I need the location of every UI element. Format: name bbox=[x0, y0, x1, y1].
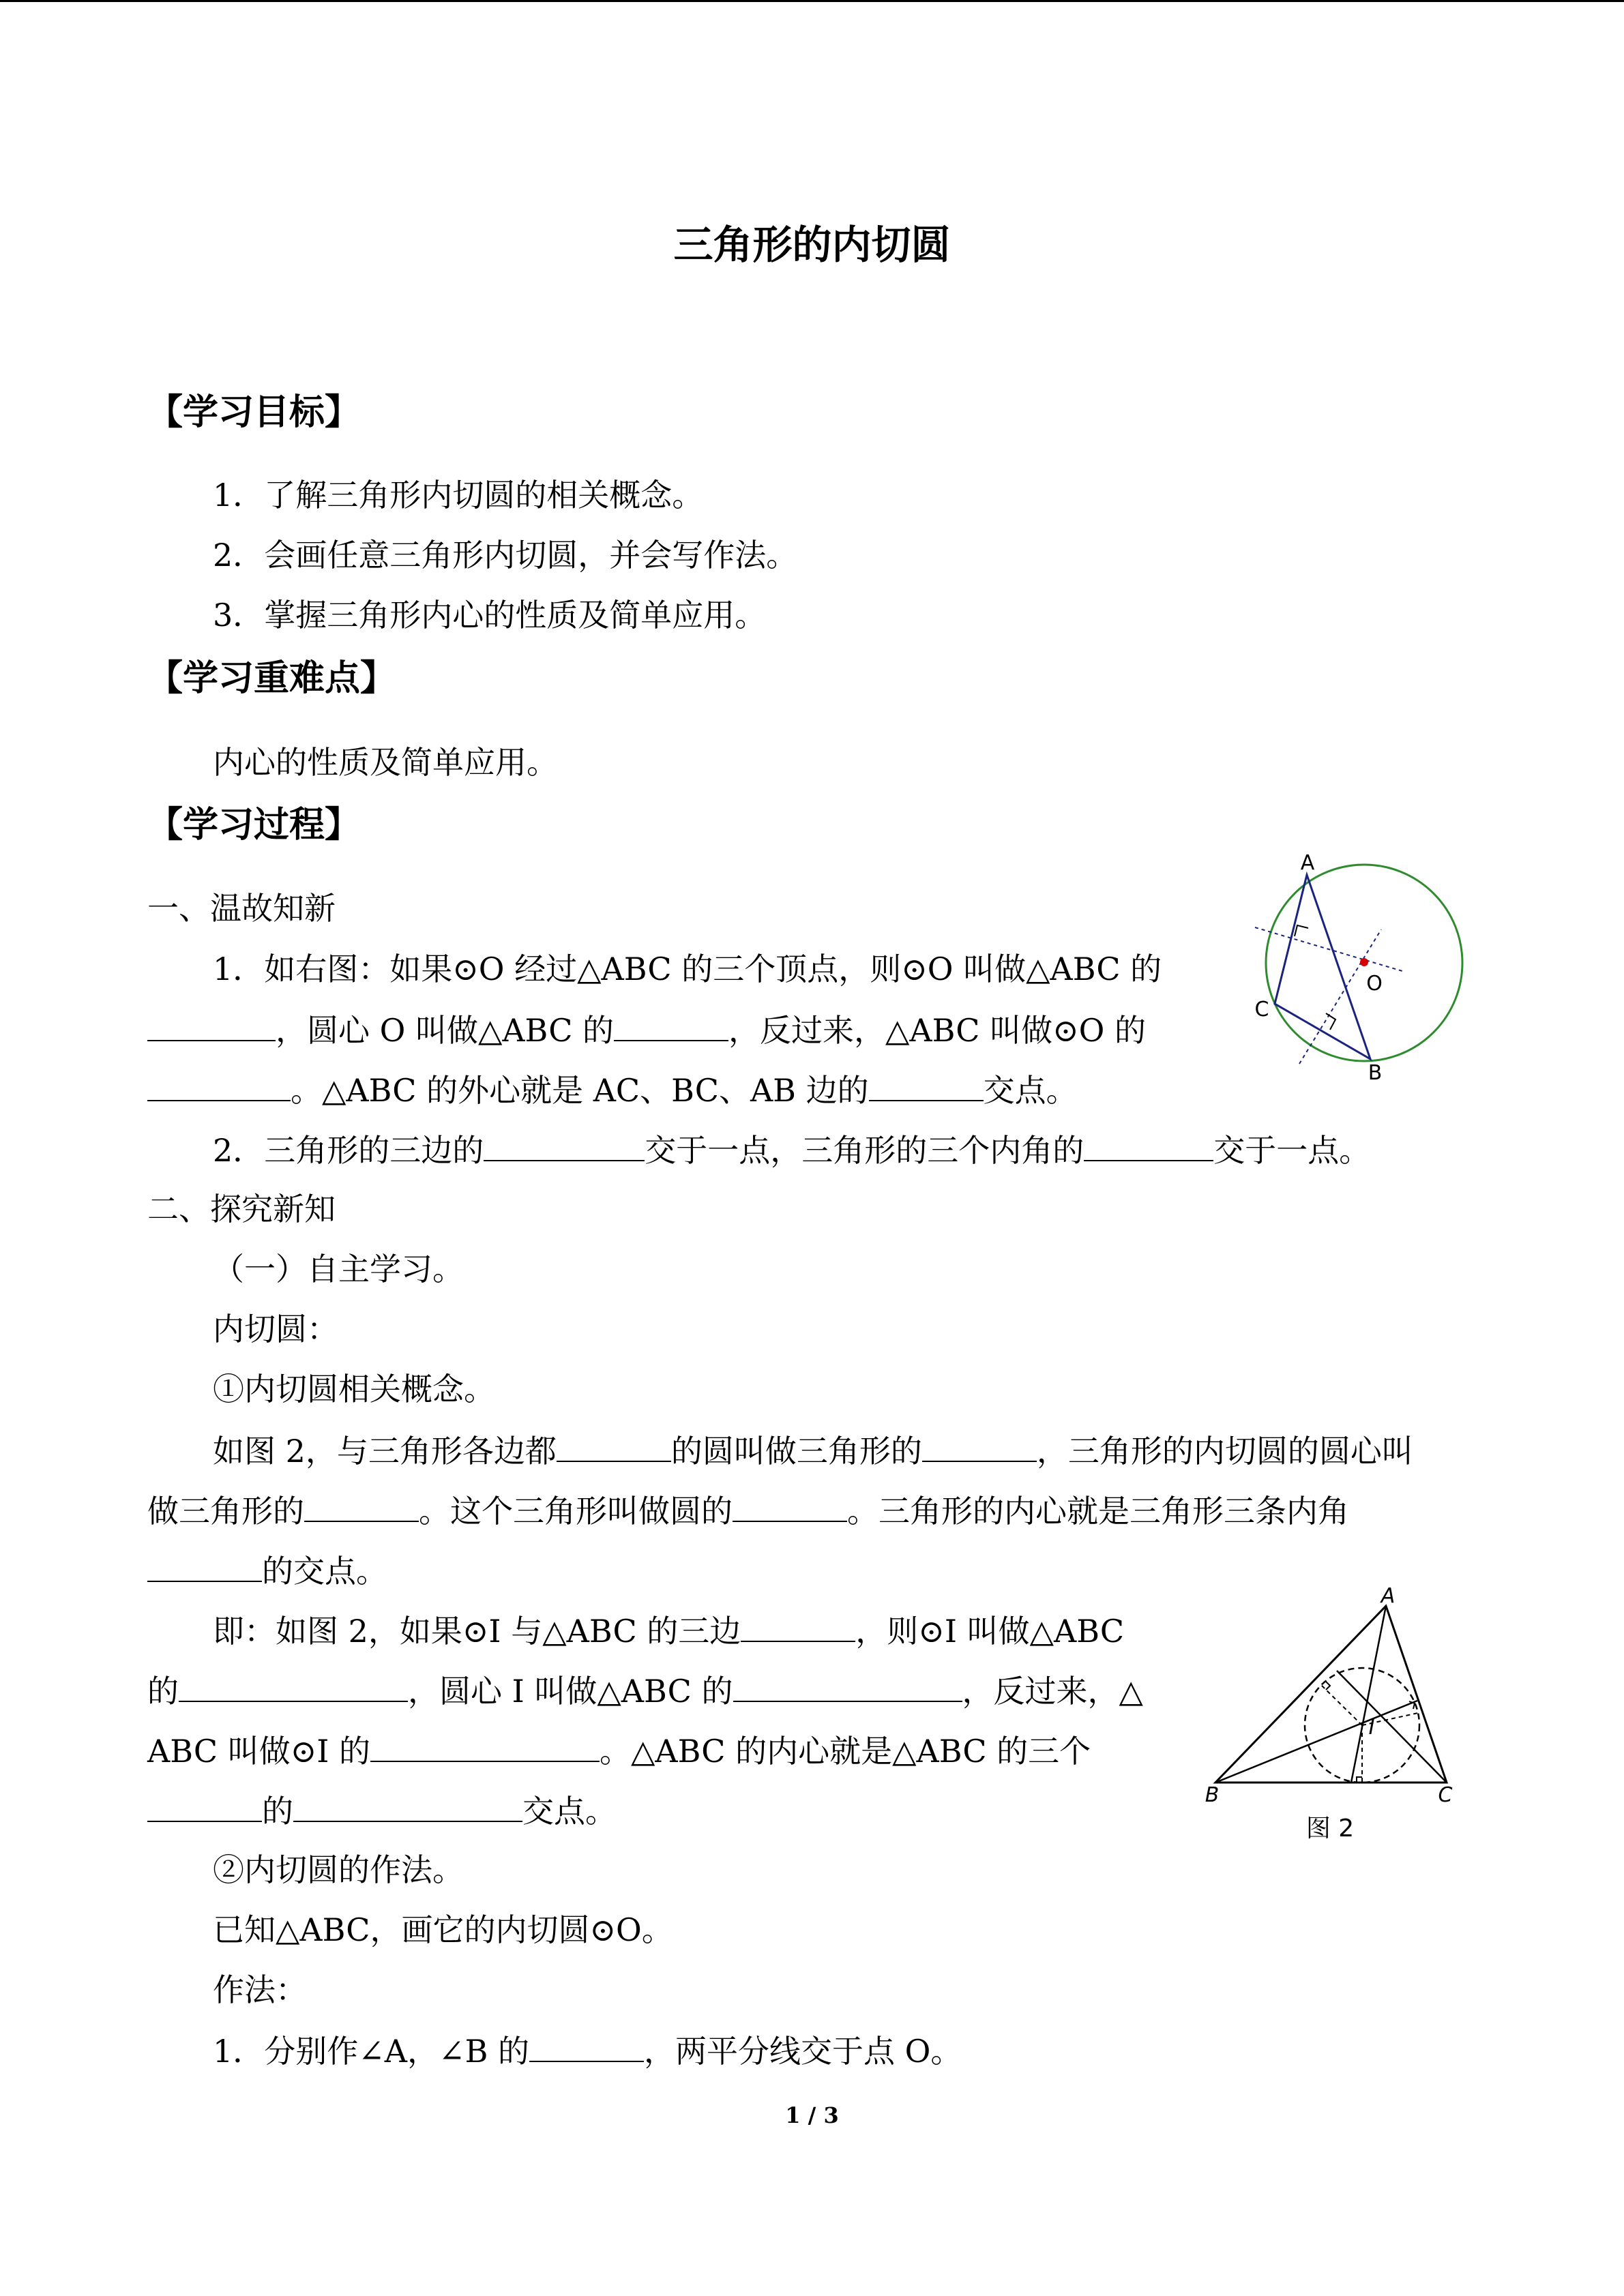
right-angle-mark bbox=[1326, 1682, 1330, 1690]
concept-title: ①内切圆相关概念。 bbox=[213, 1371, 495, 1407]
page-number: 1 / 3 bbox=[785, 2102, 839, 2128]
text: 的 bbox=[147, 1673, 179, 1710]
text: 的圆叫做三角形的 bbox=[670, 1433, 922, 1470]
vertex-label-a: A bbox=[1300, 851, 1315, 875]
right-angle-mark bbox=[1295, 925, 1308, 936]
text: 的交点。 bbox=[262, 1553, 387, 1590]
text: ABC 叫做⊙I 的 bbox=[147, 1733, 371, 1770]
key-points-heading: 【学习重难点】 bbox=[147, 658, 396, 699]
text: 1．如右图：如果⊙O 经过△ABC 的三个顶点，则⊙O 叫做△ABC 的 bbox=[213, 951, 1162, 987]
text: 交点。 bbox=[983, 1072, 1078, 1109]
fill-blank[interactable] bbox=[147, 1009, 276, 1041]
review-q2 bbox=[213, 1129, 1370, 1171]
method-label: 作法： bbox=[213, 1971, 307, 2008]
concept-para-line2 bbox=[147, 1489, 1349, 1532]
method-step-1 bbox=[213, 2029, 962, 2072]
key-points-text: 内心的性质及简单应用。 bbox=[213, 744, 558, 781]
method-title: ②内切圆的作法。 bbox=[213, 1851, 464, 1888]
right-angle-mark bbox=[1326, 1013, 1335, 1030]
objective-item: 1．了解三角形内切圆的相关概念。 bbox=[213, 477, 704, 513]
triangle-abc bbox=[1215, 1606, 1447, 1783]
text: 1．分别作∠A，∠B 的 bbox=[213, 2033, 529, 2070]
review-q1-line2 bbox=[147, 1009, 1146, 1051]
given-text: 已知△ABC，画它的内切圆⊙O。 bbox=[213, 1911, 673, 1948]
perpendicular-bisector bbox=[1299, 929, 1381, 1064]
vertex-label-b: B bbox=[1368, 1061, 1383, 1085]
fill-blank[interactable] bbox=[922, 1429, 1037, 1462]
vertex-label-c: C bbox=[1254, 998, 1269, 1022]
vertex-label-c: C bbox=[1438, 1783, 1453, 1807]
text: 。△ABC 的外心就是 AC、BC、AB 边的 bbox=[291, 1072, 869, 1109]
text: 交于一点，三角形的三个内角的 bbox=[645, 1132, 1084, 1169]
explore-heading: 二、探究新知 bbox=[147, 1191, 336, 1227]
fill-blank[interactable] bbox=[741, 1609, 855, 1642]
text: 如图 2，与三角形各边都 bbox=[213, 1433, 557, 1470]
text: 做三角形的 bbox=[147, 1493, 304, 1530]
right-angle-mark bbox=[1409, 1701, 1415, 1709]
triangle-abc bbox=[1275, 875, 1370, 1059]
circumcenter-point bbox=[1360, 958, 1368, 966]
concept-para-line3 bbox=[147, 1549, 387, 1592]
incircle-label: 内切圆： bbox=[213, 1311, 338, 1347]
fill-blank[interactable] bbox=[614, 1009, 728, 1041]
figure-caption: 图 2 bbox=[1305, 1815, 1355, 1843]
text: 2．三角形的三边的 bbox=[213, 1132, 484, 1169]
review-heading: 一、温故知新 bbox=[147, 890, 336, 927]
fill-blank[interactable] bbox=[147, 1549, 262, 1582]
concept2-line3 bbox=[147, 1729, 1091, 1772]
text: ，反过来，△ABC 叫做⊙O 的 bbox=[728, 1012, 1146, 1049]
text: 交于一点。 bbox=[1213, 1132, 1371, 1169]
concept2-line1 bbox=[213, 1609, 1124, 1652]
text: ，圆心 O 叫做△ABC 的 bbox=[276, 1012, 615, 1049]
fill-blank[interactable] bbox=[733, 1669, 962, 1702]
text: 。△ABC 的内心就是△ABC 的三个 bbox=[600, 1733, 1091, 1770]
incircle-figure bbox=[1187, 1582, 1473, 1855]
top-border bbox=[0, 0, 1624, 2]
text: 。三角形的内心就是三角形三条内角 bbox=[847, 1493, 1349, 1530]
text: 即：如图 2，如果⊙I 与△ABC 的三边 bbox=[213, 1613, 741, 1650]
concept-para-line1 bbox=[213, 1429, 1413, 1472]
objectives-heading: 【学习目标】 bbox=[147, 392, 361, 433]
text: ，三角形的内切圆的圆心叫 bbox=[1036, 1433, 1413, 1470]
text: ，则⊙I 叫做△ABC bbox=[855, 1613, 1125, 1650]
fill-blank[interactable] bbox=[1084, 1129, 1213, 1161]
text: 交点。 bbox=[522, 1793, 617, 1830]
concept2-line4 bbox=[147, 1789, 617, 1832]
page-title: 三角形的内切圆 bbox=[673, 222, 951, 268]
fill-blank[interactable] bbox=[529, 2029, 644, 2062]
review-q1-line3 bbox=[147, 1069, 1078, 1111]
text: 的 bbox=[262, 1793, 293, 1830]
objective-item: 3．掌握三角形内心的性质及简单应用。 bbox=[213, 597, 767, 633]
fill-blank[interactable] bbox=[304, 1489, 419, 1522]
center-label-o: O bbox=[1366, 972, 1383, 996]
perpendicular-bisector bbox=[1255, 927, 1402, 971]
text: 。这个三角形叫做圆的 bbox=[419, 1493, 733, 1530]
vertex-label-b: B bbox=[1205, 1783, 1220, 1807]
concept2-line2 bbox=[147, 1669, 1143, 1712]
angle-bisector bbox=[1215, 1701, 1417, 1783]
text: ，圆心 I 叫做△ABC 的 bbox=[408, 1673, 733, 1710]
fill-blank[interactable] bbox=[370, 1729, 600, 1762]
fill-blank[interactable] bbox=[733, 1489, 847, 1522]
explore-sub-heading: （一）自主学习。 bbox=[213, 1251, 464, 1287]
text: ，两平分线交于点 O。 bbox=[644, 2033, 962, 2070]
fill-blank[interactable] bbox=[147, 1789, 262, 1822]
objective-item: 2．会画任意三角形内切圆，并会写作法。 bbox=[213, 537, 798, 573]
text: ，反过来，△ bbox=[962, 1673, 1143, 1710]
fill-blank[interactable] bbox=[484, 1129, 645, 1161]
process-heading: 【学习过程】 bbox=[147, 805, 361, 846]
fill-blank[interactable] bbox=[869, 1069, 984, 1101]
fill-blank[interactable] bbox=[557, 1429, 671, 1462]
review-q1-line1 bbox=[213, 949, 1162, 989]
circumcircle-figure bbox=[1228, 839, 1487, 1098]
vertex-label-a: A bbox=[1381, 1584, 1396, 1608]
fill-blank[interactable] bbox=[147, 1069, 291, 1101]
fill-blank[interactable] bbox=[179, 1669, 408, 1702]
fill-blank[interactable] bbox=[293, 1789, 522, 1822]
incenter-label-i: I bbox=[1368, 1716, 1375, 1740]
angle-bisector bbox=[1351, 1606, 1386, 1783]
